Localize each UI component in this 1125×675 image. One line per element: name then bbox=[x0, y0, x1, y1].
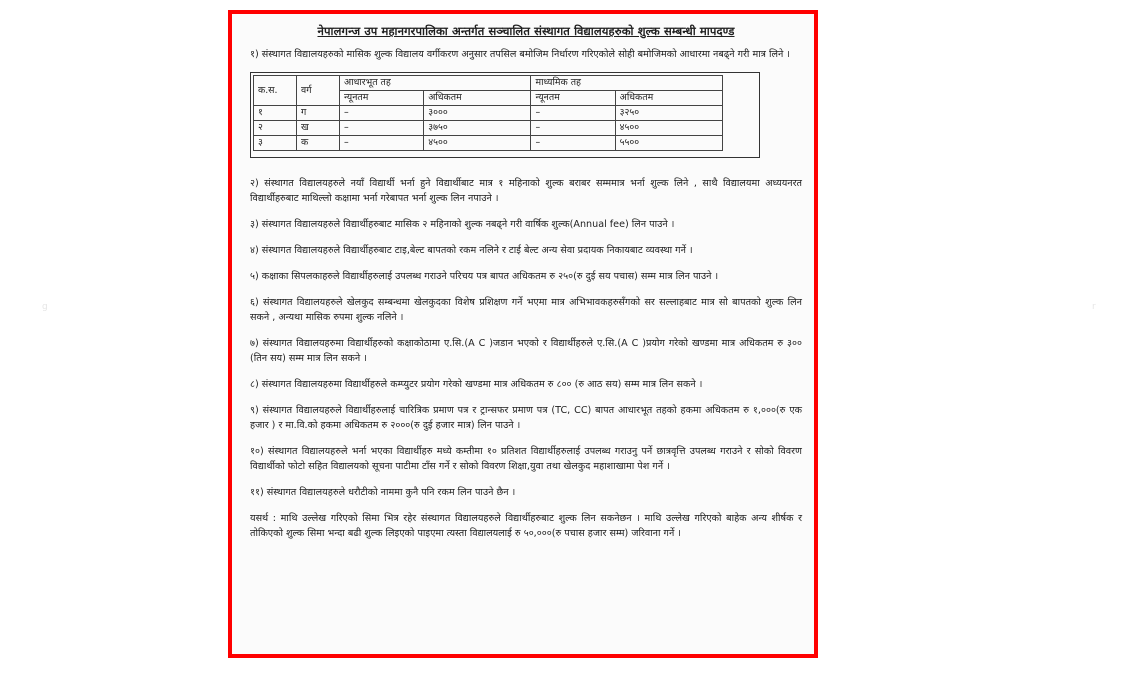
header-secondary: माध्यमिक तह bbox=[531, 76, 723, 91]
clause-9: ९) संस्थागत विद्यालयहरुले विद्यार्थीहरुलाई चारित्रिक प्रमाण पत्र र ट्रान्सफर प्रमाण पत्र (TC, CC) बापत आधारभूत तहको हकमा अधिकतम रु १,०००(रु एक हजार ) र मा.वि.को हकमा अधिकतम रु २०००(रु दुई हजार मात्र) लिन पाउने । bbox=[250, 405, 802, 431]
closing-note: यसर्थ : माथि उल्लेख गरिएको सिमा भित्र रहेर संस्थागत विद्यालयहरुले विद्यार्थीहरुबाट शुल्क लिन सकनेछन । माथि उल्लेख गरिएको बाहेक अन्य शीर्षक र तोकिएको शुल्क सिमा भन्दा बढी शुल्क लिइएको पाइएमा त्यस्ता विद्यालयलाई रु ५०,०००(रु पचास हजार सम्म) जरिवाना गर्ने । bbox=[250, 513, 802, 539]
header-sn: क.स. bbox=[254, 76, 297, 106]
cell-sn: ३ bbox=[254, 136, 297, 151]
clause-6: ६) संस्थागत विद्यालयहरुले खेलकुद सम्बन्धमा खेलकुदका विशेष प्रशिक्षण गर्ने भएमा मात्र अभिभावकहरुसँगको सर सल्लाहबाट मात्र सो बापतको शुल्क लिन सकने , अन्यथा मासिक रुपमा शुल्क नलिने । bbox=[250, 297, 802, 323]
table-header-row bbox=[254, 76, 723, 91]
clause-11: ११) संस्थागत विद्यालयहरुले धरौटीको नाममा कुनै पनि रकम लिन पाउने छैन । bbox=[250, 487, 516, 498]
cell-sn: २ bbox=[254, 121, 297, 136]
fee-table bbox=[253, 75, 723, 151]
cell-class: ख bbox=[297, 121, 340, 136]
document-frame bbox=[228, 10, 818, 658]
cell-sec-min: – bbox=[531, 106, 615, 121]
header-class: वर्ग bbox=[297, 76, 340, 106]
cell-basic-min: – bbox=[340, 121, 424, 136]
table-row bbox=[254, 121, 723, 136]
cell-sec-min: – bbox=[531, 136, 615, 151]
table-row bbox=[254, 106, 723, 121]
document-title: नेपालगन्ज उप महानगरपालिका अन्तर्गत सञ्चालित संस्थागत विद्यालयहरुको शुल्क सम्बन्धी मापदण्ड bbox=[317, 24, 735, 38]
cell-class: ग bbox=[297, 106, 340, 121]
clause-10: १०) संस्थागत विद्यालयहरुले भर्ना भएका विद्यार्थीहरु मध्ये कम्तीमा १० प्रतिशत विद्यार्थीहरुलाई उपलब्ध गराउनु पर्ने छात्रवृत्ति उपलब्ध गराउने र सोको विवरण विद्यार्थीको फोटो सहित विद्यालयको सूचना पाटीमा टाँस गर्ने र सोको विवरण शिक्षा,युवा तथा खेलकुद महाशाखामा पेश गर्ने । bbox=[250, 446, 802, 472]
cell-sec-max: ५५०० bbox=[615, 136, 722, 151]
cell-class: क bbox=[297, 136, 340, 151]
cell-basic-max: ३००० bbox=[424, 106, 531, 121]
subheader-sec-max: अधिकतम bbox=[615, 91, 722, 106]
cell-sec-max: ३२५० bbox=[615, 106, 722, 121]
cell-basic-max: ३७५० bbox=[424, 121, 531, 136]
right-edge-mark: r bbox=[1092, 302, 1096, 312]
cell-basic-max: ४५०० bbox=[424, 136, 531, 151]
document-page bbox=[250, 24, 802, 552]
clause-2: २) संस्थागत विद्यालयहरुले नयाँ विद्यार्थी भर्ना हुने विद्यार्थीबाट मात्र १ महिनाको शुल्क बराबर सम्ममात्र भर्ना शुल्क लिने , साथै विद्यालयमा अध्ययनरत विद्यार्थीहरुबाट माथिल्लो कक्षामा भर्ना गरेबापत भर्ना शुल्क लिन नपाउने । bbox=[250, 178, 802, 204]
cell-basic-min: – bbox=[340, 136, 424, 151]
cell-sec-min: – bbox=[531, 121, 615, 136]
clause-5: ५) कक्षाका सिपलकाहरुले विद्यार्थीहरुलाई उपलब्ध गराउने परिचय पत्र बापत अधिकतम रु २५०(रु दुई सय पचास) सम्म मात्र लिन पाउने । bbox=[250, 271, 719, 282]
subheader-sec-min: न्यूनतम bbox=[531, 91, 615, 106]
clause-1: १) संस्थागत विद्यालयहरुको मासिक शुल्क विद्यालय वर्गीकरण अनुसार तपसिल बमोजिम निर्धारण गरिएकोले सोही बमोजिमको आधारमा नबढ्ने गरी मात्र लिने । bbox=[250, 49, 791, 60]
clause-3: ३) संस्थागत विद्यालयहरुले विद्यार्थीहरुबाट मासिक २ महिनाको शुल्क नबढ्ने गरी वार्षिक शुल्क(Annual fee) लिन पाउने । bbox=[250, 219, 675, 230]
clause-8: ८) संस्थागत विद्यालयहरुमा विद्यार्थीहरुले कम्प्युटर प्रयोग गरेको खण्डमा मात्र अधिकतम रु ८०० (रु आठ सय) सम्म मात्र लिन सकने । bbox=[250, 379, 703, 390]
subheader-basic-min: न्यूनतम bbox=[340, 91, 424, 106]
cell-sec-max: ४५०० bbox=[615, 121, 722, 136]
clause-4: ४) संस्थागत विद्यालयहरुले विद्यार्थीहरुबाट टाइ,बेल्ट बापतको रकम नलिने र टाई बेल्ट अन्य सेवा प्रदायक निकायबाट व्यवस्था गर्ने । bbox=[250, 245, 693, 256]
fee-table-box bbox=[250, 72, 760, 158]
clause-7: ७) संस्थागत विद्यालयहरुमा विद्यार्थीहरुको कक्षाकोठामा ए.सि.(A C )जडान भएको र विद्यार्थीहरुले ए.सि.(A C )प्रयोग गरेको खण्डमा मात्र अधिकतम रु ३०० (तिन सय) सम्म मात्र लिन सकने । bbox=[250, 338, 802, 364]
cell-sn: १ bbox=[254, 106, 297, 121]
table-row bbox=[254, 136, 723, 151]
cell-basic-min: – bbox=[340, 106, 424, 121]
subheader-basic-max: अधिकतम bbox=[424, 91, 531, 106]
header-basic: आधारभूत तह bbox=[340, 76, 531, 91]
left-edge-mark: g bbox=[42, 302, 48, 312]
